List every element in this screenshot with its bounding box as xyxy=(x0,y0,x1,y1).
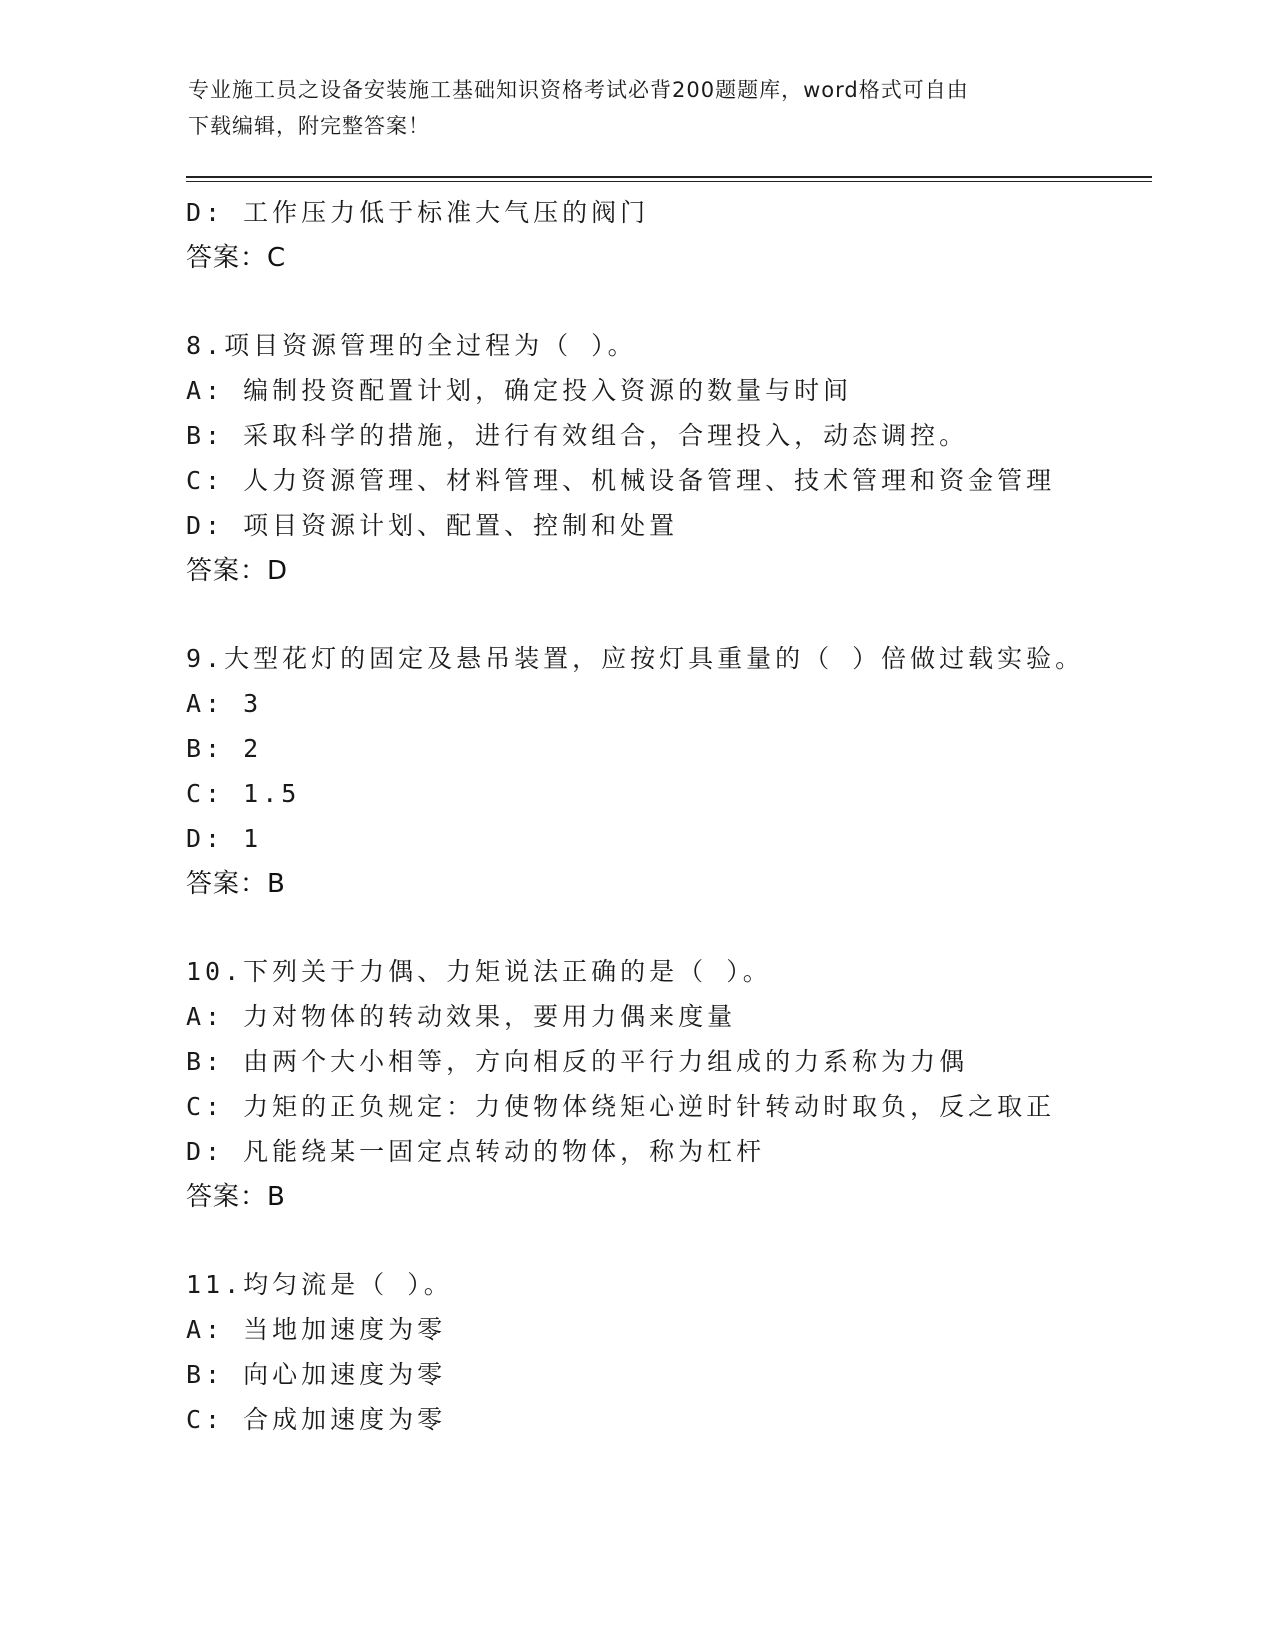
question-stem: 8.项目资源管理的全过程为（ ）。 xyxy=(186,331,637,360)
answer: 答案：B xyxy=(186,869,286,899)
question-10 xyxy=(186,949,1146,1220)
question-list xyxy=(186,190,1146,1442)
option-b: B: 2 xyxy=(186,734,263,763)
question-stem: 10.下列关于力偶、力矩说法正确的是（ ）。 xyxy=(186,957,772,986)
page-header xyxy=(188,72,1088,144)
option-d: D: 凡能绕某一固定点转动的物体，称为杠杆 xyxy=(186,1137,766,1166)
option-a: A: 3 xyxy=(186,689,263,718)
option-a: A: 力对物体的转动效果，要用力偶来度量 xyxy=(186,1002,737,1031)
question-stem: 9.大型花灯的固定及悬吊装置，应按灯具重量的（ ）倍做过载实验。 xyxy=(186,644,1085,673)
spacer xyxy=(186,1220,1146,1262)
option-b: B: 向心加速度为零 xyxy=(186,1360,447,1389)
spacer xyxy=(186,907,1146,949)
answer: 答案：D xyxy=(186,556,289,586)
question-11 xyxy=(186,1262,1146,1442)
option-a: A: 当地加速度为零 xyxy=(186,1315,447,1344)
header-rule-thick xyxy=(186,176,1152,178)
option-d: D: 1 xyxy=(186,824,263,853)
prev-option-d: D: 工作压力低于标准大气压的阀门 xyxy=(186,198,650,227)
option-a: A: 编制投资配置计划，确定投入资源的数量与时间 xyxy=(186,376,853,405)
spacer xyxy=(186,594,1146,636)
header-rule-thin xyxy=(186,181,1152,182)
question-9 xyxy=(186,636,1146,907)
option-c: C: 力矩的正负规定：力使物体绕矩心逆时针转动时取负，反之取正 xyxy=(186,1092,1056,1121)
option-b: B: 由两个大小相等，方向相反的平行力组成的力系称为力偶 xyxy=(186,1047,969,1076)
prev-answer: 答案：C xyxy=(186,243,287,273)
header-line-1: 专业施工员之设备安装施工基础知识资格考试必背200题题库，word格式可自由 xyxy=(188,78,969,102)
option-c: C: 人力资源管理、材料管理、机械设备管理、技术管理和资金管理 xyxy=(186,466,1056,495)
header-line-2: 下载编辑，附完整答案！ xyxy=(188,114,430,138)
option-b: B: 采取科学的措施，进行有效组合，合理投入，动态调控。 xyxy=(186,421,969,450)
option-c: C: 1.5 xyxy=(186,779,301,808)
question-stem: 11.均匀流是（ ）。 xyxy=(186,1270,453,1299)
option-d: D: 项目资源计划、配置、控制和处置 xyxy=(186,511,679,540)
option-c: C: 合成加速度为零 xyxy=(186,1405,447,1434)
question-8 xyxy=(186,323,1146,594)
answer: 答案：B xyxy=(186,1182,286,1212)
spacer xyxy=(186,281,1146,323)
